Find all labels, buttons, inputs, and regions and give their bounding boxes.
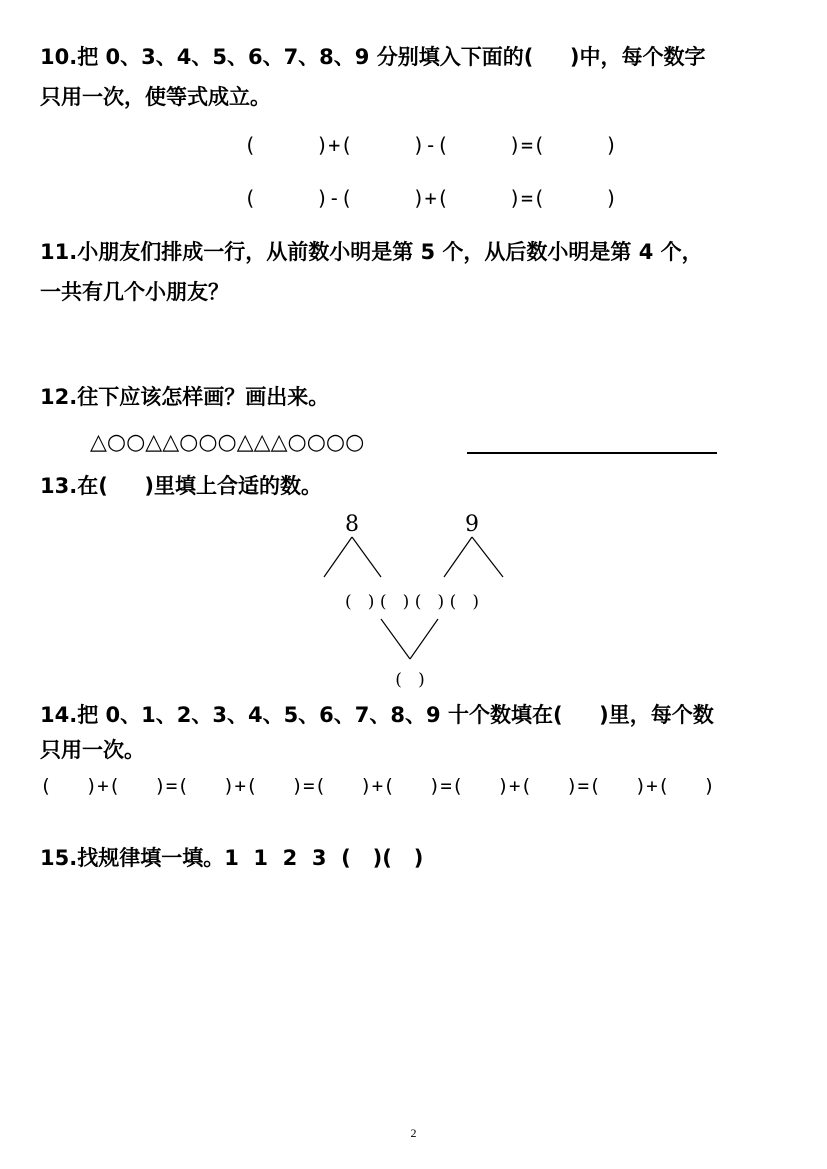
bond-line-bottom-left [381,619,410,659]
bond-line-bottom-right [410,619,438,659]
q12-line1: 12.往下应该怎样画？画出来。 [40,385,330,409]
page-number: 2 [410,1126,417,1140]
bond-line-9-left [444,537,472,577]
bond-top-8: 8 [345,512,359,537]
q11-line1: 11.小朋友们排成一行，从前数小明是第 5 个，从后数小明是第 4 个， [40,240,703,264]
q10-equation-1: ( )+( )-( )=( ) [244,133,618,157]
shape-sequence: △○○△△○○○△△△○○○○ [90,430,365,455]
bond-line-8-left [324,537,352,577]
q11-line2: 一共有几个小朋友？ [40,280,229,304]
q14-line1: 14.把 0、1、2、3、4、5、6、7、8、9 十个数填在( )里，每个数 [40,703,714,727]
bond-blanks-row: ( ) ( ) ( ) ( ) [344,592,480,612]
bond-top-9: 9 [465,512,479,537]
q15-line1: 15.找规律填一填。1 1 2 3 ( )( ) [40,846,424,870]
q10-line1: 10.把 0、3、4、5、6、7、8、9 分别填入下面的( )中，每个数字 [40,45,706,69]
bond-line-8-right [352,537,381,577]
q10-equation-2: ( )-( )+( )=( ) [244,186,618,210]
q14-line2: 只用一次。 [40,738,145,762]
q10-line2: 只用一次，使等式成立。 [40,85,271,109]
q13-line1: 13.在( )里填上合适的数。 [40,474,322,498]
bond-line-9-right [472,537,503,577]
bond-bottom-blank: ( ) [395,670,425,690]
q14-equation: ( )+( )=( )+( )=( )+( )=( )+( )=( )+( ) [40,775,715,797]
